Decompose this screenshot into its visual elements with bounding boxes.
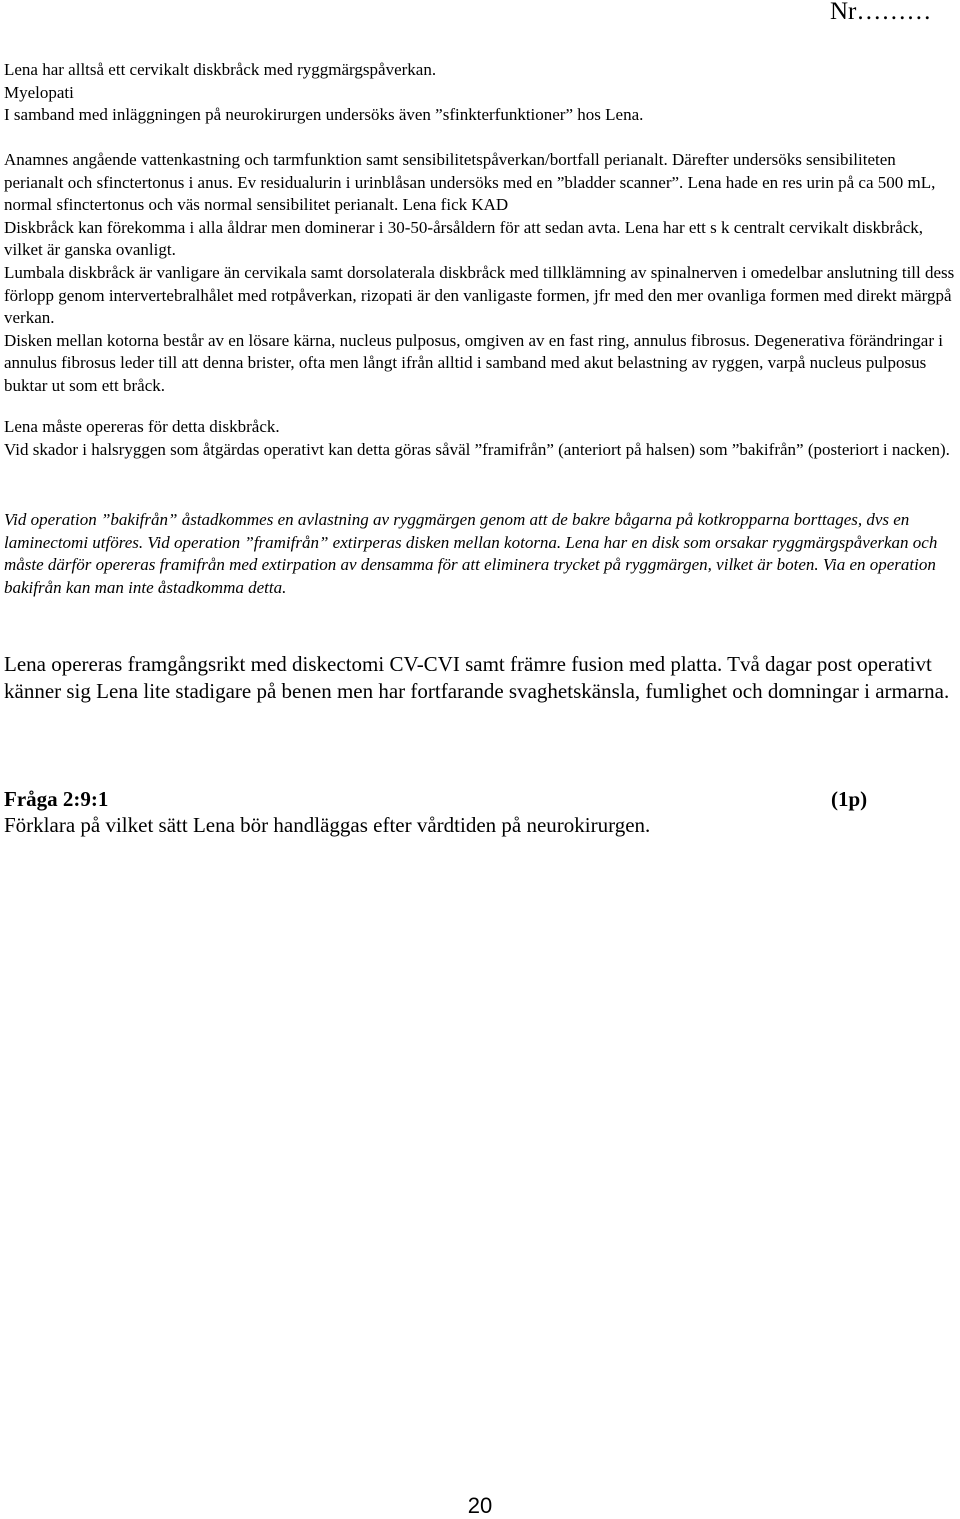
disc-anatomy-paragraph: Disken mellan kotorna består av en lösare kärna, nucleus pulposus, omgiven av en fast ring, annulus fibrosus. Degenerativa förändringar i annulus fibrosus leder till att denna brister, ofta men långt ifrån alltid i samband med akut belastning av ryggen, varpå nucleus pulposus buktar ut som ett bråck.	[4, 330, 943, 395]
outcome-section	[4, 651, 956, 705]
document-number-field: Nr………	[830, 0, 932, 25]
lumbar-herniation-paragraph: Lumbala diskbråck är vanligare än cervikala samt dorsolaterala diskbråck med tillklämning av spinalnerven i omedelbar anslutning till dess förlopp genom intervertebralhålet med rotpåverkan, rizopati är den vanligaste formen, jfr med den mer ovanliga formen med direkt märgpå verkan.	[4, 262, 955, 328]
intro-line-sphincter: I samband med inläggningen på neurokirurgen undersöks även ”sfinkterfunktioner” hos Lena.	[4, 105, 644, 125]
outcome-paragraph: Lena opereras framgångsrikt med diskectomi CV-CVI samt främre fusion med platta. Två dagar post operativt känner sig Lena lite stadigare på benen men har fortfarande svaghetskänsla, fumlighet och domningar i armarna.	[4, 652, 950, 703]
surgery-section	[4, 416, 956, 461]
surgery-required-line: Lena måste opereras för detta diskbråck.	[4, 417, 280, 436]
operation-explanation-paragraph: Vid operation ”bakifrån” åstadkommes en avlastning av ryggmärgen genom att de bakre bågarna på kotkropparna borttages, dvs en laminectomi utföres. Vid operation ”framifrån” extirperas disken mellan kotorna. Lena har en disk som orsakar ryggmärgspåverkan och måste därför opereras framifrån med extirpation av densamma för att eliminera trycket på ryggmärgen, vilket är boten. Via en operation bakifrån kan man inte åstadkomma detta.	[4, 510, 938, 597]
question-points: (1p)	[831, 787, 868, 811]
question-text: Förklara på vilket sätt Lena bör handläggas efter vårdtiden på neurokirurgen.	[4, 813, 651, 837]
operation-explanation-section	[4, 509, 956, 599]
examination-section	[4, 149, 956, 398]
disc-herniation-age-paragraph: Diskbråck kan förekomma i alla åldrar men dominerar i 30-50-årsåldern för att sedan avta. Lena har ett s k centralt cervikalt diskbråck, vilket är ganska ovanligt.	[4, 217, 924, 260]
page-number: 20	[467, 1493, 493, 1518]
surgery-approach-paragraph: Vid skador i halsryggen som åtgärdas operativt kan detta göras såväl ”framifrån” (anteriort på halsen) som ”bakifrån” (posteriort i nacken).	[4, 439, 950, 459]
intro-line-myelopathy: Myelopati	[4, 82, 74, 102]
intro-section	[4, 59, 956, 127]
intro-line-diagnosis: Lena har alltså ett cervikalt diskbråck med ryggmärgspåverkan.	[4, 60, 437, 79]
examination-paragraph: Anamnes angående vattenkastning och tarmfunktion samt sensibilitetspåverkan/bortfall perianalt. Därefter undersöks sensibiliteten perianalt och sfinctertonus i anus. Ev residualurin i urinblåsan undersöks med en ”bladder scanner”. Lena hade en res urin på ca 500 mL, normal sfinctertonus och väs normal sensibilitet perianalt. Lena fick KAD	[4, 150, 936, 215]
question-header	[4, 786, 884, 813]
question-label: Fråga 2:9:1	[4, 787, 109, 811]
